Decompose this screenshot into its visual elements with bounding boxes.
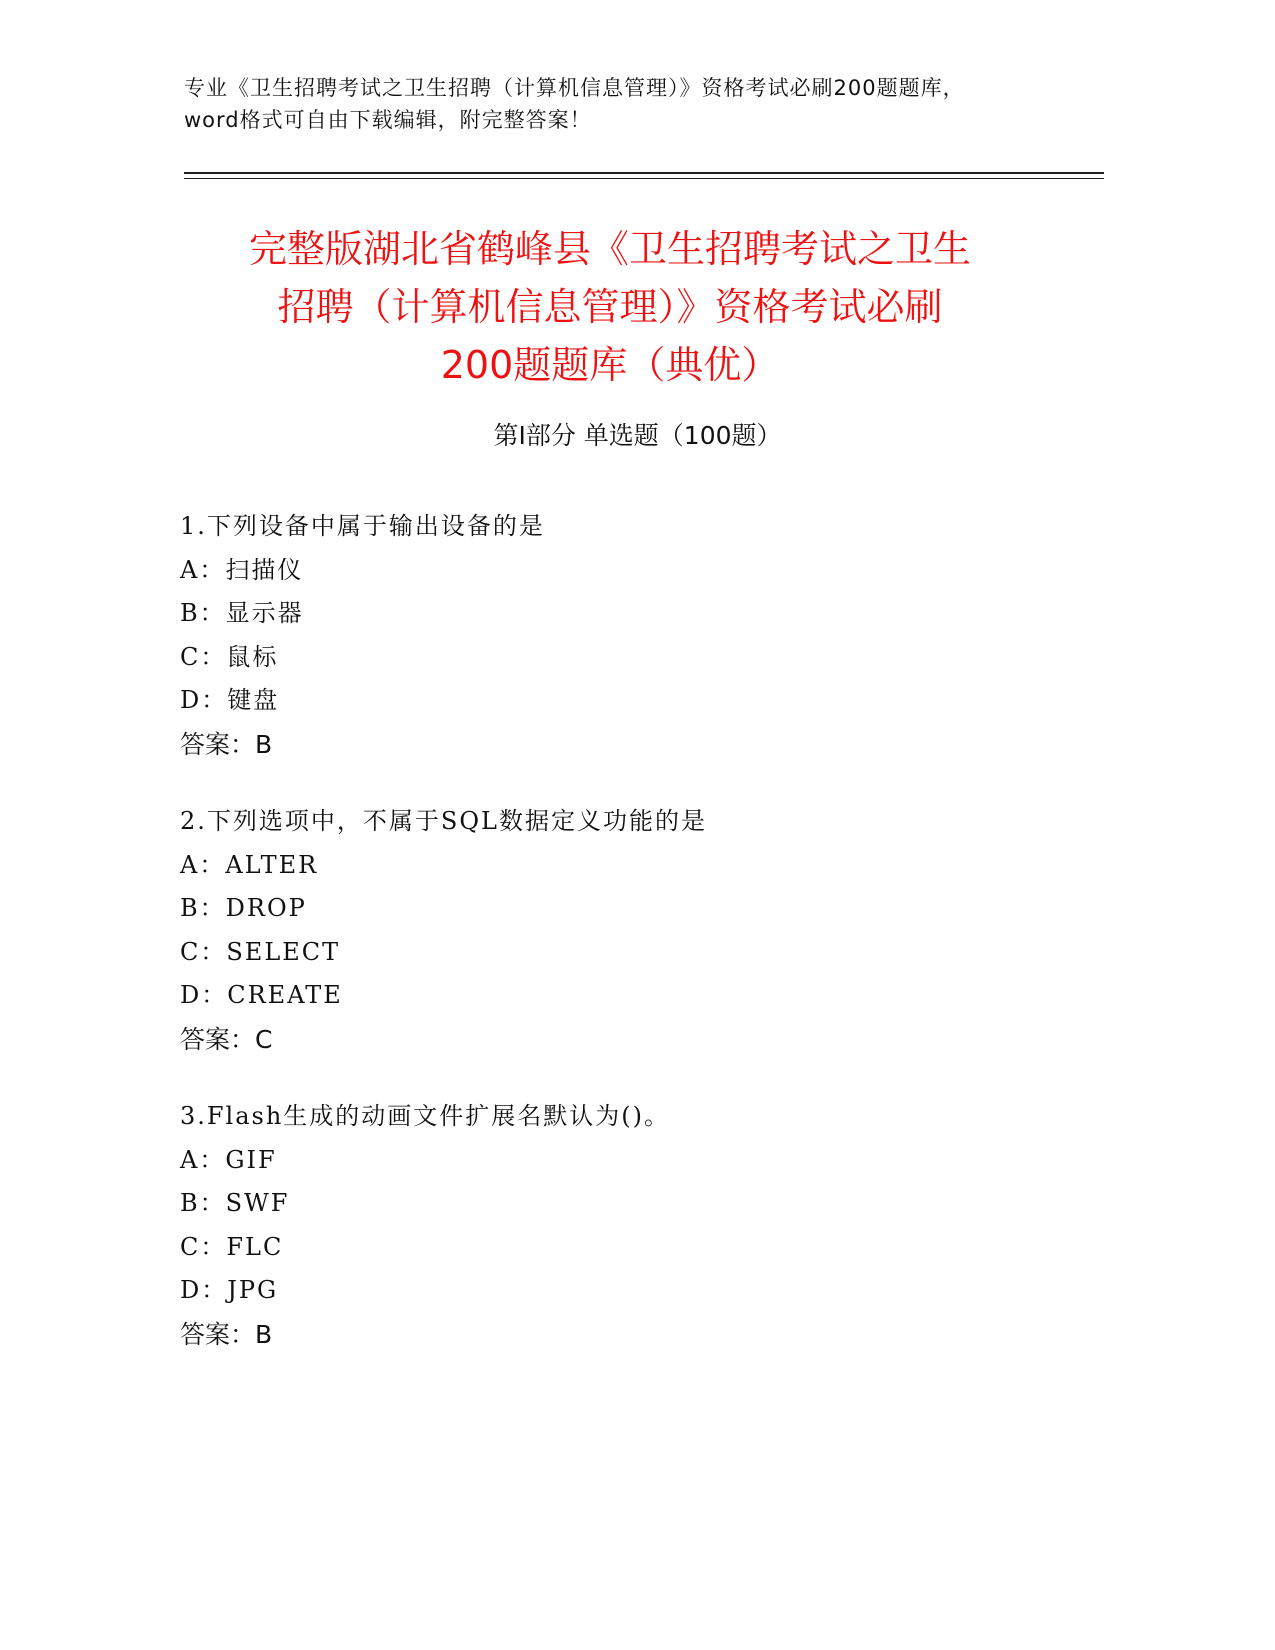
header-note — [184, 72, 1104, 136]
option-b: B：显示器 — [180, 599, 304, 627]
document-title — [160, 220, 1060, 394]
option-a: A：ALTER — [180, 850, 319, 879]
option-b: B：DROP — [180, 894, 307, 922]
question-stem: 2.下列选项中，不属于SQL数据定义功能的是 — [180, 807, 707, 835]
answer: 答案：B — [180, 1319, 273, 1349]
option-b: B：SWF — [180, 1189, 290, 1217]
option-c: C：SELECT — [180, 937, 341, 966]
question-stem: 1.下列设备中属于输出设备的是 — [180, 512, 545, 540]
document-title-line-3: 200题题库（典优） — [440, 343, 780, 387]
option-d: D：CREATE — [180, 981, 343, 1009]
question-1 — [180, 505, 1140, 766]
header-rule-thick — [184, 172, 1104, 174]
header-rule-thin — [184, 178, 1104, 179]
answer: 答案：B — [180, 729, 273, 759]
option-d: D：键盘 — [180, 686, 280, 714]
option-c: C：FLC — [180, 1232, 284, 1261]
answer: 答案：C — [180, 1024, 273, 1054]
header-note-line-2: word格式可自由下载编辑，附完整答案！ — [184, 108, 592, 132]
option-a: A：GIF — [180, 1145, 277, 1174]
question-3 — [180, 1095, 1140, 1356]
question-2 — [180, 800, 1140, 1061]
question-list — [180, 505, 1140, 1390]
option-d: D：JPG — [180, 1276, 279, 1304]
section-title: 第Ⅰ部分 单选题（100题） — [493, 421, 782, 450]
option-a: A：扫描仪 — [180, 555, 304, 584]
question-stem: 3.Flash生成的动画文件扩展名默认为()。 — [180, 1102, 671, 1130]
header-note-line-1: 专业《卫生招聘考试之卫生招聘（计算机信息管理）》资格考试必刷200题题库， — [184, 76, 965, 100]
document-title-line-2: 招聘（计算机信息管理）》资格考试必刷 — [277, 285, 943, 329]
option-c: C：鼠标 — [180, 642, 279, 671]
document-title-line-1: 完整版湖北省鹤峰县《卫生招聘考试之卫生 — [248, 227, 971, 271]
